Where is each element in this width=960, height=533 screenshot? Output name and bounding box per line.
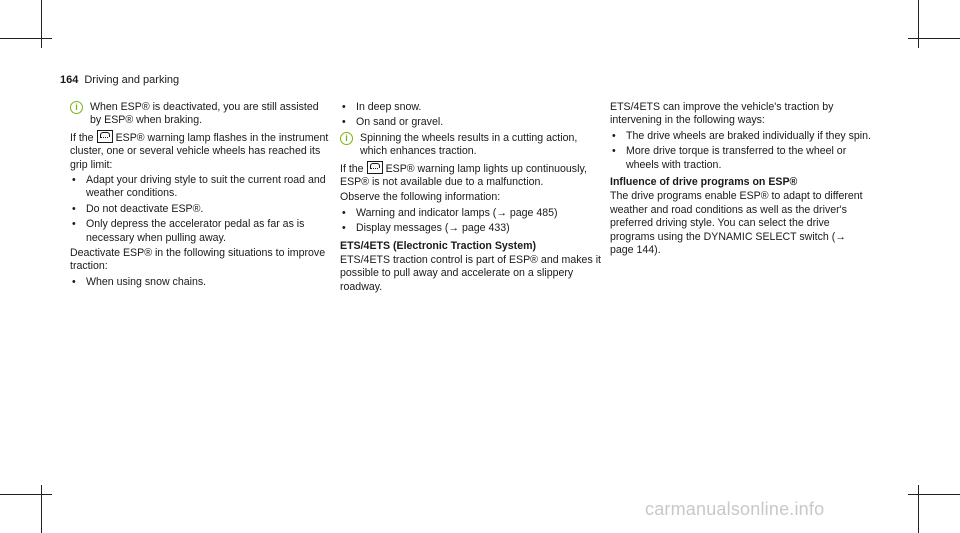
crop-mark: [908, 38, 960, 39]
paragraph[interactable]: The drive programs enable ESP® to adapt to different weather and road conditions as well as the driver's preferred driving style. You can select the drive programs using the DYNAMIC SELECT switch (→ page 144).: [610, 190, 863, 257]
list-item: • Do not deactivate ESP®.: [70, 203, 332, 216]
info-icon: i: [70, 101, 83, 114]
crop-mark: [41, 0, 42, 48]
info-icon: i: [340, 132, 353, 145]
crop-mark: [0, 494, 52, 495]
bullet-list: [340, 101, 602, 130]
watermark: carmanualsonline.info: [645, 499, 825, 519]
list-item: • More drive torque is transferred to the wheel or wheels with traction.: [610, 145, 872, 172]
esp-warning-lamp-icon: [97, 130, 113, 143]
page-header: [60, 74, 179, 87]
bullet-list: [70, 276, 332, 289]
section-title: Driving and parking: [84, 74, 180, 86]
crop-mark: [908, 494, 960, 495]
section-heading: ETS/4ETS (Electronic Traction System): [340, 239, 537, 252]
list-item: • On sand or gravel.: [340, 116, 602, 129]
list-item: • Only depress the accelerator pedal as far as is necessary when pulling away.: [70, 218, 332, 245]
paragraph: Deactivate ESP® in the following situations to improve traction:: [70, 247, 326, 273]
note-text: When ESP® is deactivated, you are still assisted by ESP® when braking.: [90, 101, 319, 127]
bullet-list: [610, 130, 872, 172]
section-heading: Influence of drive programs on ESP®: [610, 176, 798, 189]
note: [340, 132, 602, 159]
bullet-list: [340, 207, 602, 236]
paragraph: ETS/4ETS can improve the vehicle's traction by intervening in the following ways:: [610, 101, 834, 127]
list-item: • In deep snow.: [340, 101, 602, 114]
list-item: • Adapt your driving style to suit the current road and weather conditions.: [70, 174, 332, 201]
paragraph: If the ESP® warning lamp flashes in the instrument cluster, one or several vehicle wheels has reached its grip limit:: [70, 131, 329, 171]
paragraph: ETS/4ETS traction control is part of ESP® and makes it possible to pull away and accelerate on a slippery roadway.: [340, 254, 601, 293]
column-2: [340, 101, 602, 296]
note-text: Spinning the wheels results in a cutting action, which enhances traction.: [360, 131, 578, 158]
list-item: • The drive wheels are braked individually if they spin.: [610, 130, 872, 143]
list-item[interactable]: • Display messages (→ page 433): [340, 222, 602, 235]
bullet-list: [70, 174, 332, 245]
crop-mark: [918, 0, 919, 48]
list-item[interactable]: • Warning and indicator lamps (→ page 485): [340, 207, 602, 220]
column-3: [610, 101, 872, 259]
column-1: [70, 101, 332, 291]
list-item: • When using snow chains.: [70, 276, 332, 289]
crop-mark: [0, 38, 52, 39]
note: [70, 101, 332, 128]
crop-mark: [918, 485, 919, 533]
page-number: 164: [60, 74, 79, 86]
esp-warning-lamp-icon: [367, 161, 383, 174]
paragraph: If the ESP® warning lamp lights up continuously, ESP® is not available due to a malfunction.: [340, 162, 587, 189]
crop-mark: [41, 485, 42, 533]
paragraph: Observe the following information:: [340, 191, 501, 204]
